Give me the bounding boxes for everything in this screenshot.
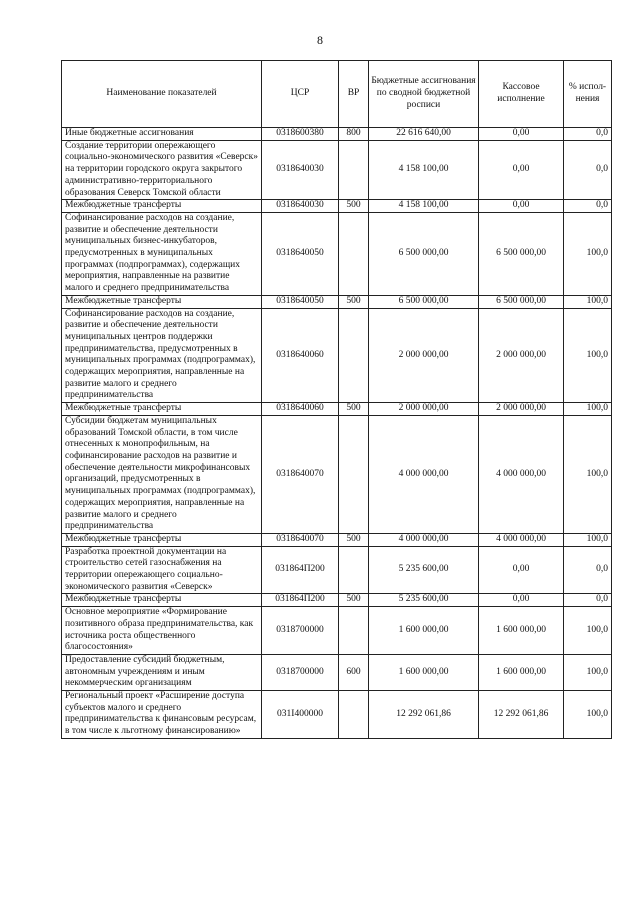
cell-vr: 500 <box>339 594 369 607</box>
cell-pct: 100,0 <box>564 308 612 403</box>
cell-name: Межбюджетные трансферты <box>62 295 262 308</box>
table-row <box>62 533 612 546</box>
cell-name: Разработка проектной документации на строительство сетей газоснабжения на территории опережающего социально-экономического развития «Северск» <box>62 546 262 594</box>
table-body <box>62 128 612 739</box>
cell-csr: 0318640070 <box>262 533 339 546</box>
cell-vr <box>339 415 369 533</box>
cell-name: Субсидии бюджетам муниципальных образований Томской области, в том числе отнесенных к монопрофильным, на софинансирование расходов на развитие и обеспечение деятельности микрофинансовых организаций, предусмотренных в муниципальных программах (подпрограммах), содержащих мероприятия, направленные на развитие малого и среднего предпринимательства <box>62 415 262 533</box>
cell-vr: 600 <box>339 654 369 690</box>
cell-budget: 4 000 000,00 <box>369 415 479 533</box>
cell-vr: 800 <box>339 128 369 141</box>
header-vr: ВР <box>339 61 369 128</box>
table-row <box>62 128 612 141</box>
cell-pct: 100,0 <box>564 533 612 546</box>
cell-csr: 0318640060 <box>262 308 339 403</box>
cell-name: Предоставление субсидий бюджетным, автономным учреждениям и иным некоммерческим организациям <box>62 654 262 690</box>
cell-vr <box>339 140 369 200</box>
cell-csr: 031864П200 <box>262 546 339 594</box>
cell-budget: 6 500 000,00 <box>369 212 479 295</box>
cell-vr <box>339 607 369 655</box>
cell-vr <box>339 546 369 594</box>
cell-pct: 0,0 <box>564 546 612 594</box>
cell-name: Софинансирование расходов на создание, развитие и обеспечение деятельности муниципальных центров поддержки предпринимательства, предусмотренных в муниципальных программах (подпрограммах), содержащих мероприятия, направленные на развитие малого и среднего предпринимательства <box>62 308 262 403</box>
cell-pct: 100,0 <box>564 403 612 416</box>
cell-budget: 4 000 000,00 <box>369 533 479 546</box>
table-row <box>62 691 612 739</box>
cell-budget: 1 600 000,00 <box>369 607 479 655</box>
cell-pct: 100,0 <box>564 212 612 295</box>
cell-pct: 100,0 <box>564 654 612 690</box>
table-row <box>62 546 612 594</box>
cell-cash: 0,00 <box>479 546 564 594</box>
cell-pct: 0,0 <box>564 140 612 200</box>
cell-pct: 100,0 <box>564 691 612 739</box>
table-row <box>62 654 612 690</box>
cell-budget: 1 600 000,00 <box>369 654 479 690</box>
cell-csr: 0318640070 <box>262 415 339 533</box>
cell-pct: 100,0 <box>564 415 612 533</box>
cell-budget: 12 292 061,86 <box>369 691 479 739</box>
cell-budget: 6 500 000,00 <box>369 295 479 308</box>
table-row <box>62 594 612 607</box>
cell-csr: 0318700000 <box>262 654 339 690</box>
cell-cash: 0,00 <box>479 140 564 200</box>
header-csr: ЦСР <box>262 61 339 128</box>
cell-cash: 0,00 <box>479 594 564 607</box>
cell-cash: 0,00 <box>479 200 564 213</box>
table-row <box>62 607 612 655</box>
cell-vr <box>339 212 369 295</box>
header-budget: Бюджетные ассигнования по сводной бюджетной росписи <box>369 61 479 128</box>
cell-name: Создание территории опережающего социально-экономического развития «Северск» на территории городского округа закрытого административно-территориального образования Северск Томской области <box>62 140 262 200</box>
page-number: 8 <box>317 33 323 47</box>
cell-vr: 500 <box>339 533 369 546</box>
cell-csr: 0318640030 <box>262 200 339 213</box>
header-cash: Кассовое исполнение <box>479 61 564 128</box>
cell-budget: 5 235 600,00 <box>369 594 479 607</box>
cell-csr: 031I400000 <box>262 691 339 739</box>
cell-name: Межбюджетные трансферты <box>62 594 262 607</box>
budget-table <box>61 60 612 739</box>
cell-cash: 6 500 000,00 <box>479 212 564 295</box>
cell-pct: 100,0 <box>564 295 612 308</box>
cell-cash: 0,00 <box>479 128 564 141</box>
cell-budget: 2 000 000,00 <box>369 308 479 403</box>
table-row <box>62 140 612 200</box>
cell-csr: 0318700000 <box>262 607 339 655</box>
cell-cash: 12 292 061,86 <box>479 691 564 739</box>
cell-csr: 0318640050 <box>262 295 339 308</box>
cell-csr: 0318640050 <box>262 212 339 295</box>
cell-pct: 0,0 <box>564 128 612 141</box>
cell-pct: 100,0 <box>564 607 612 655</box>
cell-vr <box>339 308 369 403</box>
cell-budget: 4 158 100,00 <box>369 200 479 213</box>
table-row <box>62 415 612 533</box>
cell-name: Иные бюджетные ассигнования <box>62 128 262 141</box>
table-row <box>62 403 612 416</box>
table-header-row <box>62 61 612 128</box>
cell-cash: 2 000 000,00 <box>479 308 564 403</box>
table-row <box>62 295 612 308</box>
cell-name: Межбюджетные трансферты <box>62 533 262 546</box>
cell-budget: 4 158 100,00 <box>369 140 479 200</box>
cell-cash: 2 000 000,00 <box>479 403 564 416</box>
cell-name: Межбюджетные трансферты <box>62 200 262 213</box>
cell-budget: 5 235 600,00 <box>369 546 479 594</box>
cell-cash: 1 600 000,00 <box>479 607 564 655</box>
cell-name: Региональный проект «Расширение доступа субъектов малого и среднего предпринимательства к финансовым ресурсам, в том числе к льготному финансированию» <box>62 691 262 739</box>
cell-csr: 031864П200 <box>262 594 339 607</box>
cell-name: Основное мероприятие «Формирование позитивного образа предпринимательства, как источника роста общественного благосостояния» <box>62 607 262 655</box>
cell-vr: 500 <box>339 295 369 308</box>
cell-budget: 2 000 000,00 <box>369 403 479 416</box>
cell-name: Межбюджетные трансферты <box>62 403 262 416</box>
cell-cash: 4 000 000,00 <box>479 415 564 533</box>
cell-cash: 1 600 000,00 <box>479 654 564 690</box>
cell-cash: 6 500 000,00 <box>479 295 564 308</box>
cell-csr: 0318640030 <box>262 140 339 200</box>
cell-budget: 22 616 640,00 <box>369 128 479 141</box>
cell-vr: 500 <box>339 403 369 416</box>
cell-pct: 0,0 <box>564 200 612 213</box>
table-row <box>62 200 612 213</box>
cell-cash: 4 000 000,00 <box>479 533 564 546</box>
cell-csr: 0318600380 <box>262 128 339 141</box>
cell-name: Софинансирование расходов на создание, развитие и обеспечение деятельности муниципальных бизнес-инкубаторов, предусмотренных в муниципальных программах (подпрограммах), содержащих мероприятия, направленные на развитие малого и среднего предпринимательства <box>62 212 262 295</box>
header-pct: % испол-нения <box>564 61 612 128</box>
table-row <box>62 212 612 295</box>
table-row <box>62 308 612 403</box>
cell-vr <box>339 691 369 739</box>
header-name: Наименование показателей <box>62 61 262 128</box>
cell-csr: 0318640060 <box>262 403 339 416</box>
cell-pct: 0,0 <box>564 594 612 607</box>
cell-vr: 500 <box>339 200 369 213</box>
